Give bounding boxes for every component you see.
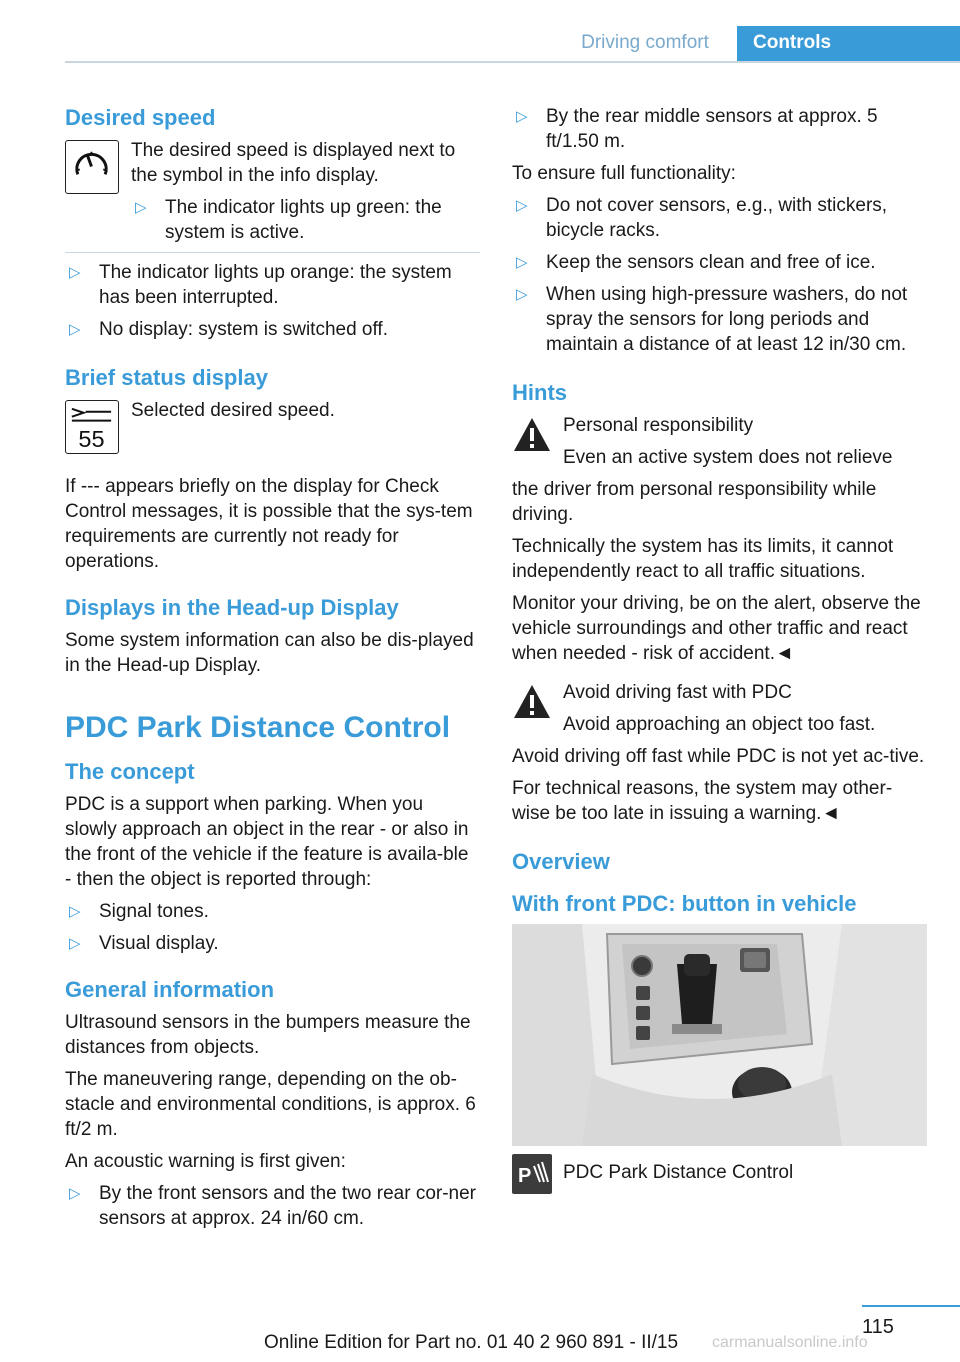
heading-overview: Overview [512, 849, 610, 874]
warning-title-1: Personal responsibility [563, 415, 754, 436]
hints-paragraph-1: Technically the system has its limits, it cannot independently react to all traffic situations. [512, 536, 894, 582]
footer-edition: Online Edition for Part no. 01 40 2 960 891 - II/15 [264, 1332, 679, 1353]
list-item: ▷ When using high-pressure washers, do not spray the sensors for long periods and maintain a distance of at least 12 in/30 cm. [512, 282, 930, 357]
warning-line-1: Even an active system does not relieve [563, 447, 893, 468]
brief-status-paragraph: If --- appears briefly on the display for Check Control messages, it is possible that the sys-tem requirements are currently not ready for operations. [65, 476, 473, 572]
divider [65, 252, 480, 253]
pdc-button-caption: PDC Park Distance Control [563, 1162, 794, 1183]
vehicle-console-photo [512, 924, 927, 1146]
header-section: Driving comfort [581, 32, 709, 53]
list-item: ▷ The indicator lights up green: the system is active. [131, 195, 480, 245]
concept-paragraph: PDC is a support when parking. When you slowly approach an object in the rear - or also in the front of the vehicle if the feature is availa-ble - then the object is reported through: [65, 794, 469, 890]
hints-paragraph-4: For technical reasons, the system may other-wise be too late in issuing a warning.◄ [512, 778, 893, 824]
pdc-button-row [512, 1160, 930, 1204]
list-item: ▷ Visual display. [65, 931, 480, 956]
heading-desired-speed: Desired speed [65, 105, 216, 130]
list-item: ▷ By the front sensors and the two rear cor-ner sensors at approx. 24 in/60 cm. [65, 1181, 480, 1231]
watermark: carmanualsonline.info [712, 1334, 868, 1351]
warning-icon [512, 415, 552, 455]
heading-hints: Hints [512, 380, 567, 405]
speed-limit-number: 55 [78, 426, 105, 452]
hints-paragraph-3: Avoid driving off fast while PDC is not yet ac-tive. [512, 746, 925, 767]
hud-paragraph: Some system information can also be dis-played in the Head-up Display. [65, 630, 474, 676]
hints-paragraph-2: Monitor your driving, be on the alert, observe the vehicle surroundings and other traffic and react when needed - risk of accident.◄ [512, 593, 921, 664]
speed-limit-icon [65, 400, 119, 454]
list-item: ▷ The indicator lights up orange: the system has been interrupted. [65, 260, 480, 310]
heading-hud: Displays in the Head-up Display [65, 595, 399, 620]
warning-rest-1: the driver from personal responsibility while driving. [512, 479, 877, 525]
brief-status-row [65, 398, 480, 460]
svg-text:P: P [518, 1165, 532, 1187]
warning-title-2: Avoid driving fast with PDC [563, 682, 792, 703]
list-item: ▷ Do not cover sensors, e.g., with stickers, bicycle racks. [512, 193, 930, 243]
general-paragraph-2: The maneuvering range, depending on the ob-stacle and environmental conditions, is approx. 6 ft/2 m. [65, 1069, 476, 1140]
page-number: 115 [862, 1316, 894, 1338]
heading-concept: The concept [65, 759, 195, 784]
warning-row-2 [512, 680, 930, 737]
brief-status-text: Selected desired speed. [131, 400, 335, 421]
heading-general: General information [65, 977, 275, 1002]
heading-front-pdc: With front PDC: button in vehicle [512, 891, 857, 916]
list-item: ▷ Signal tones. [65, 899, 480, 924]
header-tab-controls: Controls [737, 26, 960, 62]
warning-row-1 [512, 413, 930, 470]
footer-rule [862, 1305, 960, 1307]
right-column [512, 104, 930, 1204]
speedometer-icon [65, 140, 119, 194]
list-item: ▷ No display: system is switched off. [65, 317, 480, 342]
heading-brief-status: Brief status display [65, 365, 268, 390]
left-column [65, 104, 480, 1238]
page-title: PDC Park Distance Control [65, 711, 451, 744]
list-item: ▷ By the rear middle sensors at approx. 5 ft/1.50 m. [512, 104, 930, 154]
general-paragraph-3: An acoustic warning is first given: [65, 1151, 346, 1172]
warning-line-2: Avoid approaching an object too fast. [563, 714, 876, 735]
desired-speed-row [65, 138, 480, 245]
list-item: ▷ Keep the sensors clean and free of ice. [512, 250, 930, 275]
desired-speed-text: The desired speed is displayed next to the symbol in the info display. [131, 140, 456, 186]
header-rule [65, 61, 960, 63]
pdc-button-icon [512, 1154, 552, 1194]
ensure-text: To ensure full functionality: [512, 163, 736, 184]
general-paragraph-1: Ultrasound sensors in the bumpers measure the distances from objects. [65, 1012, 471, 1058]
warning-icon [512, 682, 552, 722]
